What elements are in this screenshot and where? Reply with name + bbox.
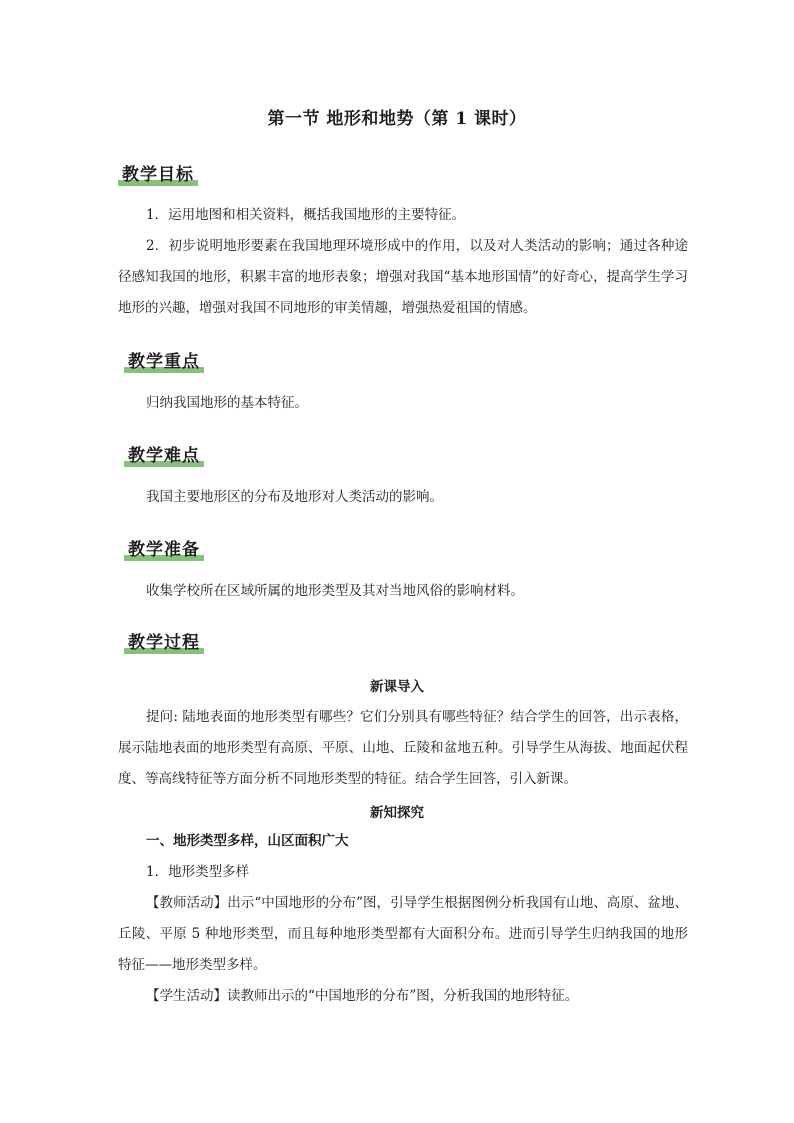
student-activity-paragraph: 【学生活动】读教师出示的“中国地形的分布”图，分析我国的地形特征。: [146, 988, 579, 1004]
section-heading-process: 教学过程: [124, 628, 204, 654]
goals-paragraph-1: 1．运用地图和相关资料，概括我国地形的主要特征。: [146, 207, 466, 223]
document-title: 第一节 地形和地势（第 1 课时）: [267, 109, 527, 129]
subheading-intro: 新课导入: [370, 679, 424, 695]
intro-paragraph: 提问: 陆地表面的地形类型有哪些？它们分别具有哪些特征？结合学生的回答，出示表格，展示陆地表面的地形类型有高原、平原、山地、丘陵和盆地五种。引导学生从海拔、地面起伏程度、等高线特征等方面分析不同地形类型的特征。结合学生回答，引入新课。: [118, 709, 688, 787]
point-1-1-heading: 1．地形类型多样: [146, 864, 250, 880]
goals-paragraph-2: 2．初步说明地形要素在我国地理环境形成中的作用，以及对人类活动的影响；通过各种途径感知我国的地形，积累丰富的地形表象；增强对我国“基本地形国情”的好奇心，提高学生学习地形的兴趣，增强对我国不同地形的审美情趣，增强热爱祖国的情感。: [118, 238, 688, 316]
teacher-activity-paragraph: 【教师活动】出示“中国地形的分布”图，引导学生根据图例分析我国有山地、高原、盆地、丘陵、平原 5 种地形类型，而且每种地形类型都有大面积分布。进而引导学生归纳我国的地形特征——地形类型多样。: [118, 895, 688, 973]
section-heading-goals: 教学目标: [118, 160, 198, 186]
section-heading-key: 教学重点: [124, 347, 204, 373]
difficulty-paragraph: 我国主要地形区的分布及地形对人类活动的影响。: [146, 489, 443, 505]
section-heading-difficulty: 教学难点: [124, 441, 204, 467]
section-heading-prep: 教学准备: [124, 535, 204, 561]
point-1-heading: 一、地形类型多样，山区面积广大: [146, 833, 349, 849]
subheading-explore: 新知探究: [370, 805, 424, 821]
key-paragraph: 归纳我国地形的基本特征。: [146, 395, 308, 411]
prep-paragraph: 收集学校所在区域所属的地形类型及其对当地风俗的影响材料。: [146, 583, 524, 599]
